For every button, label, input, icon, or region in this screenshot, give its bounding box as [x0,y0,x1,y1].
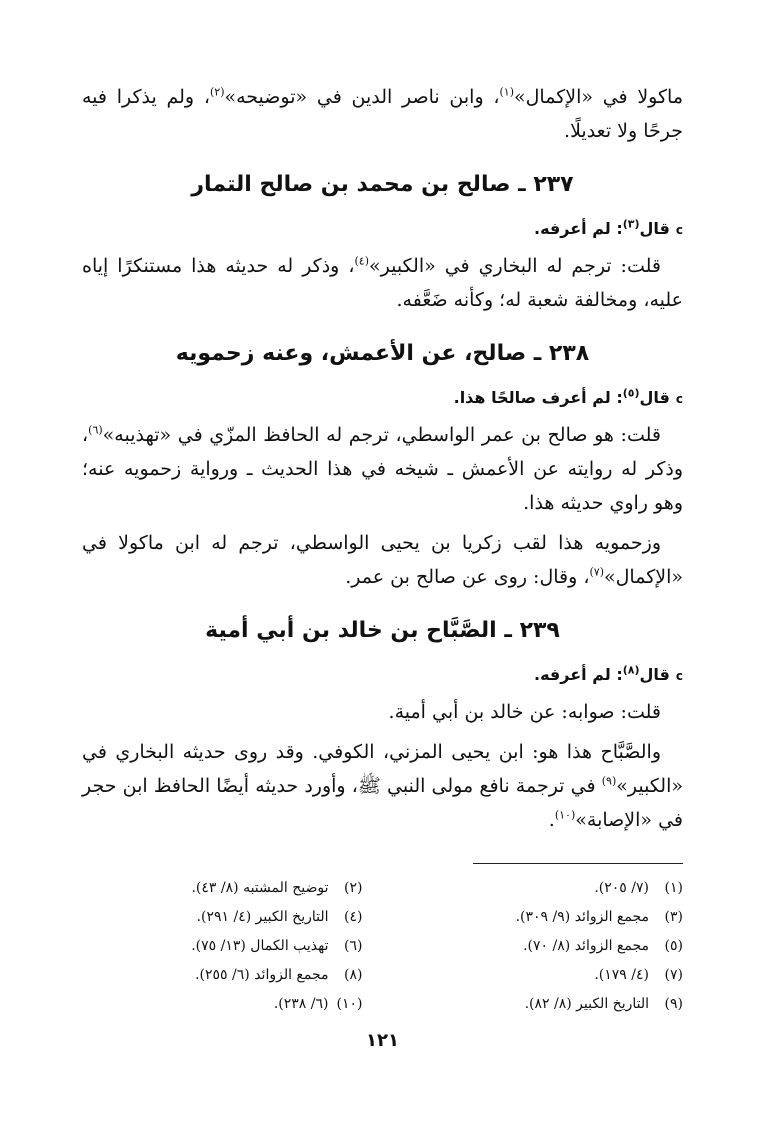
footnote-7: (٧)(٤/ ١٧٩). [594,967,683,983]
bullet-icon: c [675,669,683,683]
footnote-8: (٨)مجمع الزوائد (٦/ ٢٥٥). [195,967,363,983]
entry-239-paragraph-2: والصَّبَّاح هذا هو: ابن يحيى المزني، الكوفي. وقد روى حديثه البخاري في «الكبير»$^{(٩)}$ في ترجمة نافع مولى النبي ﷺ، وأورد حديثه أيضًا الحافظ ابن حجر في «الإصابة»$^{(١٠)}$. [82,741,683,831]
footnote-ref-8[interactable]: (٨) [622,663,640,677]
footnote-ref-6[interactable]: (٦) [88,423,103,437]
footnote-10: (١٠)(٦/ ٢٣٨). [273,996,363,1012]
entry-238-paragraph-2: وزحمويه هذا لقب زكريا بن يحيى الواسطي، ترجم له ابن ماكولا في «الإكمال»$^{(٧)}$، وقال: روى عن صالح بن عمر. [82,532,683,588]
footnote-divider [473,863,683,864]
entry-237-quote: cقال$^{(٣)}$: لم أعرفه. [534,217,683,238]
bullet-icon: c [675,392,683,406]
entry-237-paragraph: قلت: ترجم له البخاري في «الكبير»$^{(٤)}$، وذكر له حديثه هذا مستنكرًا إياه عليه، ومخالفة شعبة له؛ وكأنه ضَعَّفه. [82,254,683,311]
footnotes [82,874,683,1019]
entry-238-paragraph-1: قلت: هو صالح بن عمر الواسطي، ترجم له الحافظ المزّي في «تهذيبه»$^{(٦)}$، وذكر له روايته عن الأعمش ـ شيخه في هذا الحديث ـ ورواية زحمويه عنه؛ وهو راوي حديثه هذا. [82,423,683,514]
page-number: ١٢١ [366,1030,399,1051]
footnote-ref-2[interactable]: (٢) [209,85,225,99]
footnote-ref-5[interactable]: (٥) [622,386,640,400]
footnote-4: (٤)التاريخ الكبير (٤/ ٢٩١). [196,909,363,925]
entry-239-quote: cقال$^{(٨)}$: لم أعرفه. [534,663,683,684]
footnote-ref-10[interactable]: (١٠) [554,808,576,822]
entry-237-heading: ٢٣٧ ـ صالح بن محمد بن صالح التمار [191,172,574,197]
entry-239-heading: ٢٣٩ ـ الصَّبَّاح بن خالد بن أبي أمية [205,618,560,643]
footnote-5: (٥)مجمع الزوائد (٨/ ٧٠). [523,938,683,954]
footnote-6: (٦)تهذيب الكمال (١٣/ ٧٥). [191,938,363,954]
entry-238-quote: cقال$^{(٥)}$: لم أعرف صالحًا هذا. [453,386,683,407]
footnote-9: (٩)التاريخ الكبير (٨/ ٨٢). [524,996,683,1012]
continuation-paragraph: ماكولا في «الإكمال»$^{(١)}$، وابن ناصر الدين في «توضيحه»$^{(٢)}$، ولم يذكرا فيه جرحًا ولا تعديلًا. [82,85,683,142]
footnote-3: (٣)مجمع الزوائد (٩/ ٣٠٩). [515,909,683,925]
footnote-ref-4[interactable]: (٤) [354,254,369,268]
entry-239-paragraph-1: قلت: صوابه: عن خالد بن أبي أمية. [388,701,661,723]
footnote-ref-1[interactable]: (١) [499,85,514,99]
footnote-ref-3[interactable]: (٣) [622,217,640,231]
footnote-1: (١)(٧/ ٢٠٥). [594,880,683,896]
footnote-ref-7[interactable]: (٧) [589,565,604,579]
footnote-2: (٢)توضيح المشتبه (٨/ ٤٣). [191,880,363,896]
entry-238-heading: ٢٣٨ ـ صالح، عن الأعمش، وعنه زحمويه [175,341,590,366]
footnote-ref-9[interactable]: (٩) [601,774,617,788]
bullet-icon: c [675,223,683,237]
